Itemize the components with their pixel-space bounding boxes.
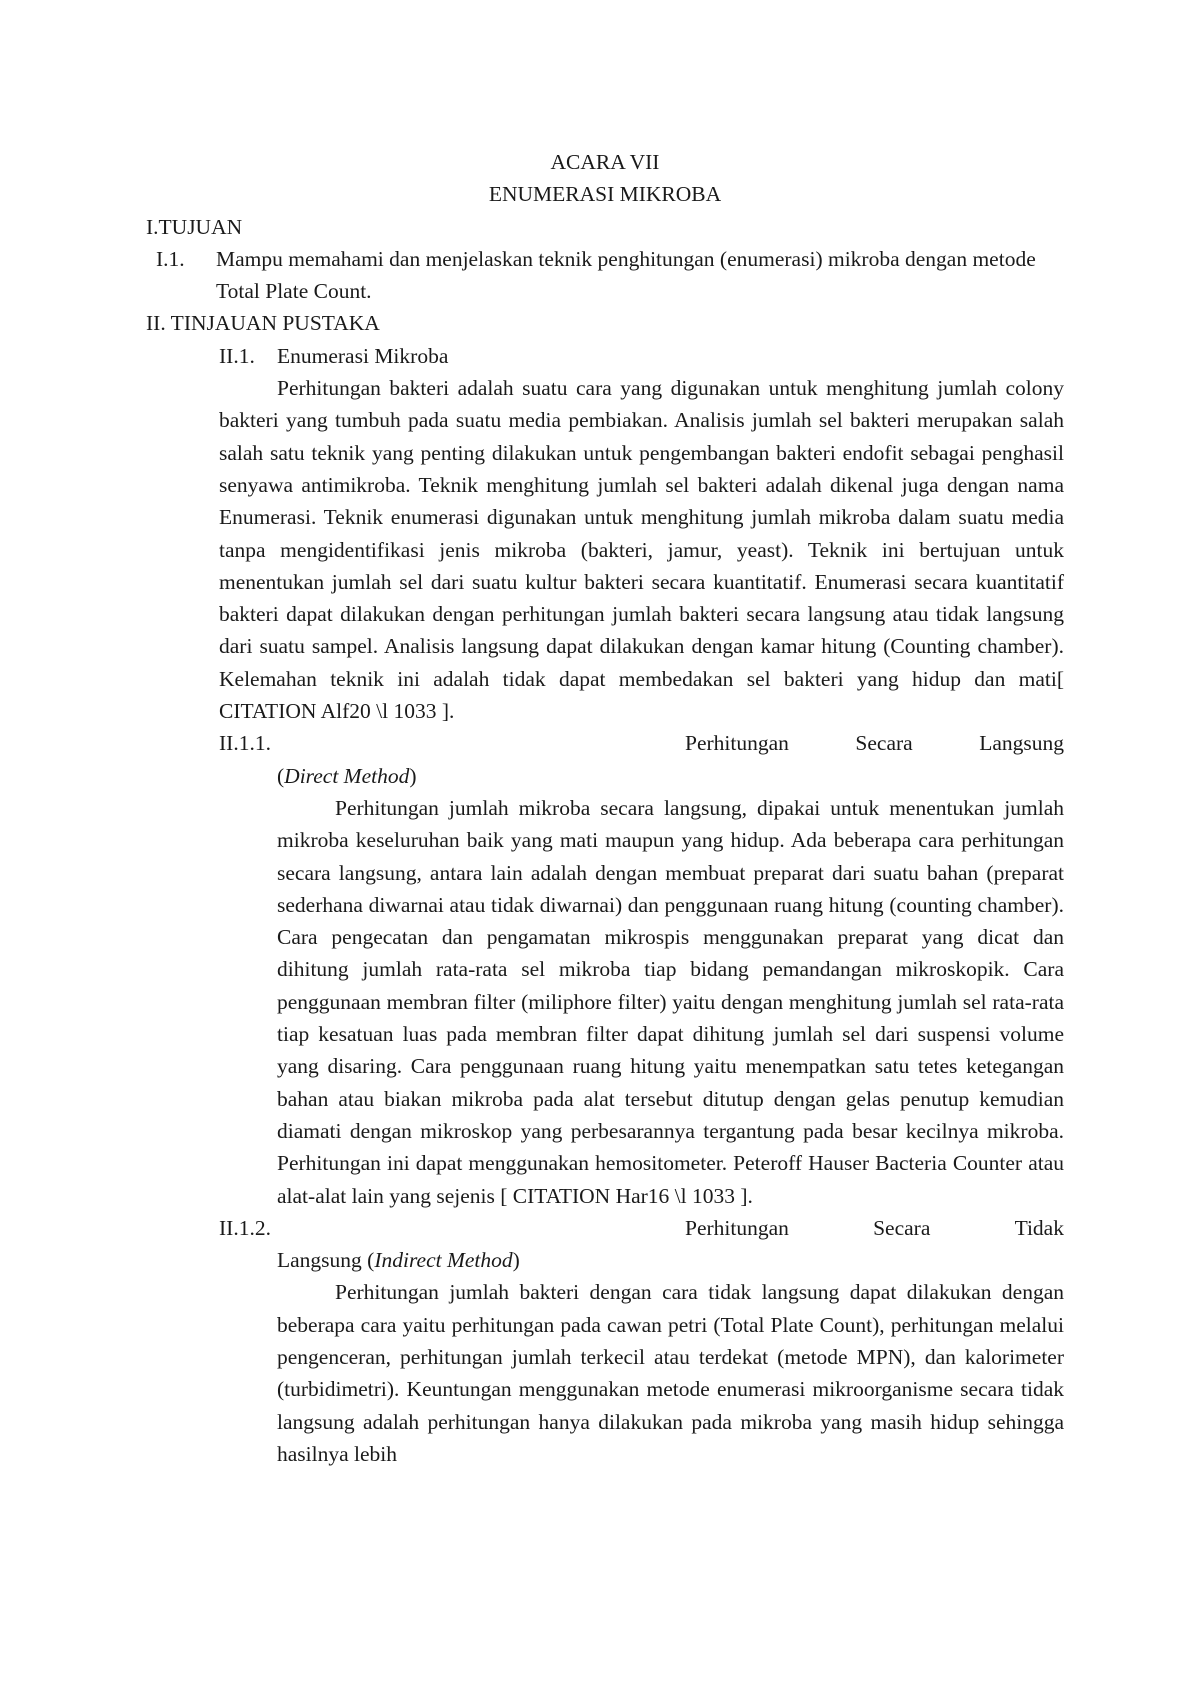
document-content [146,146,1064,1470]
indirect-cont-open: Langsung ( [277,1248,375,1273]
section1-item-number: I.1. [156,246,185,271]
indirect-title-word3: Tidak [1014,1215,1064,1240]
doc-title-line1: ACARA VII [550,150,660,174]
doc-title-line2: ENUMERASI MIKROBA [488,182,722,207]
section1-item-text: Mampu memahami dan menjelaskan teknik penghitungan (enumerasi) mikroba dengan metode Total Plate Count. [216,246,1036,304]
paragraph-direct-method: Perhitungan jumlah mikroba secara langsung, dipakai untuk menentukan jumlah mikroba keseluruhan baik yang mati maupun yang hidup. Ada beberapa cara perhitungan secara langsung, antara lain adalah dengan membuat preparat dari suatu bahan (preparat sederhana diwarnai atau tidak diwarnai) dan penggunaan ruang hitung (counting chamber). Cara pengecatan dan pengamatan mikrospis menggunakan preparat yang dicat dan dihitung jumlah rata-rata sel mikroba tiap bidang pemandangan mikroskopik. Cara penggunaan membran filter (miliphore filter) yaitu dengan menghitung jumlah sel rata-rata tiap kesatuan luas pada membran filter dapat dihitung jumlah sel dari suspensi volume yang disaring. Cara penggunaan ruang hitung yaitu menempatkan satu tetes ketegangan bahan atau biakan mikroba pada alat tersebut ditutup dengan gelas penutup kemudian diamati dengan mikroskop yang perbesarannya tergantung pada besar kecilnya mikroba. Perhitungan ini dapat menggunakan hemositometer. Peteroff Hauser Bacteria Counter atau alat-alat lain yang sejenis [ CITATION Har16 \l 1033 ]. [277,795,1064,1208]
indirect-method-title-continued [146,1244,1064,1276]
direct-method-heading [146,727,1064,759]
indirect-title-word1: Perhitungan [685,1215,789,1240]
direct-title-word1: Perhitungan [685,731,789,756]
section1-heading: I.TUJUAN [146,214,243,239]
direct-cont-close: ) [409,763,417,788]
indirect-cont-close: ) [512,1248,520,1273]
section2-heading: II. TINJAUAN PUSTAKA [146,311,380,336]
subsection-title: Enumerasi Mikroba [277,343,449,368]
paragraph-enumerasi: Perhitungan bakteri adalah suatu cara yang digunakan untuk menghitung jumlah colony bakteri yang tumbuh pada suatu media pembiakan. Analisis jumlah sel bakteri merupakan salah salah satu teknik yang penting dilakukan untuk pengembangan bakteri endofit sebagai penghasil senyawa antimikroba. Teknik menghitung jumlah sel bakteri adalah dikenal juga dengan nama Enumerasi. Teknik enumerasi digunakan untuk menghitung jumlah mikroba dalam suatu media tanpa mengidentifikasi jenis mikroba (bakteri, jamur, yeast). Teknik ini bertujuan untuk menentukan jumlah sel dari suatu kultur bakteri secara kuantitatif. Enumerasi secara kuantitatif bakteri dapat dilakukan dengan perhitungan jumlah bakteri secara langsung atau tidak langsung dari suatu sampel. Analisis langsung dapat dilakukan dengan kamar hitung (Counting chamber). Kelemahan teknik ini adalah tidak dapat membedakan sel bakteri yang hidup dan mati[ CITATION Alf20 \l 1033 ]. [219,376,1064,724]
subsection-number: II.1. [219,343,255,368]
subsection-heading [146,340,1064,372]
indirect-cont-italic: Indirect Method [374,1248,513,1273]
direct-title-word2: Secara [855,731,913,756]
direct-cont-italic: Direct Method [284,763,410,788]
direct-method-number: II.1.1. [219,731,271,756]
direct-title-word3: Langsung [979,731,1064,756]
section1-item [146,243,1064,308]
paragraph-indirect-method: Perhitungan jumlah bakteri dengan cara tidak langsung dapat dilakukan dengan beberapa cara yaitu perhitungan pada cawan petri (Total Plate Count), perhitungan melalui pengenceran, perhitungan jumlah terkecil atau terdekat (metode MPN), dan kalorimeter (turbidimetri). Keuntungan menggunakan metode enumerasi mikroorganisme secara tidak langsung adalah perhitungan hanya dilakukan pada mikroba yang masih hidup sehingga hasilnya lebih [277,1280,1064,1466]
direct-method-title [685,727,1064,759]
indirect-title-word2: Secara [873,1215,931,1240]
direct-cont-open: ( [277,763,285,788]
indirect-method-heading [146,1212,1064,1244]
indirect-method-title [685,1212,1064,1244]
direct-method-title-continued [146,760,1064,792]
indirect-method-number: II.1.2. [219,1215,271,1240]
